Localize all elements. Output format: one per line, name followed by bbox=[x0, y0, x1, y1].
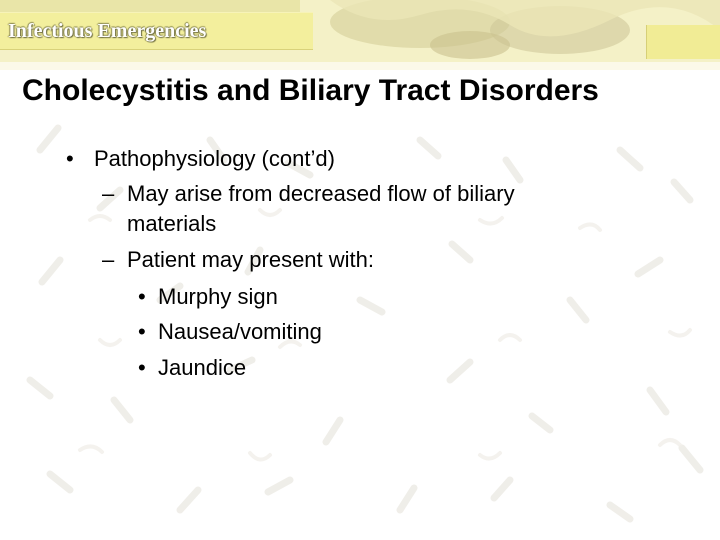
bullet-marker: • bbox=[138, 355, 146, 380]
dash-marker: – bbox=[102, 181, 115, 206]
bullet-level1-pathophysiology: Pathophysiology (cont’d) bbox=[94, 146, 335, 171]
dash-marker: – bbox=[102, 247, 115, 272]
bullet-level2-patient-present: Patient may present with: bbox=[127, 247, 375, 272]
bullet-level3-murphy-sign: Murphy sign bbox=[158, 284, 278, 309]
slide-title: Cholecystitis and Biliary Tract Disorders bbox=[22, 74, 599, 107]
bullet-marker: • bbox=[138, 319, 146, 344]
bullet-marker: • bbox=[138, 284, 146, 309]
section-header-label: Infectious Emergencies bbox=[8, 20, 207, 42]
bullet-level2-decreased-flow-line2: materials bbox=[127, 211, 217, 236]
bullet-level3-jaundice: Jaundice bbox=[158, 355, 247, 380]
bullet-level2-decreased-flow-line1: May arise from decreased flow of biliary bbox=[127, 181, 515, 206]
bullet-level3-nausea-vomiting: Nausea/vomiting bbox=[158, 319, 322, 344]
bullet-marker: • bbox=[66, 146, 74, 171]
